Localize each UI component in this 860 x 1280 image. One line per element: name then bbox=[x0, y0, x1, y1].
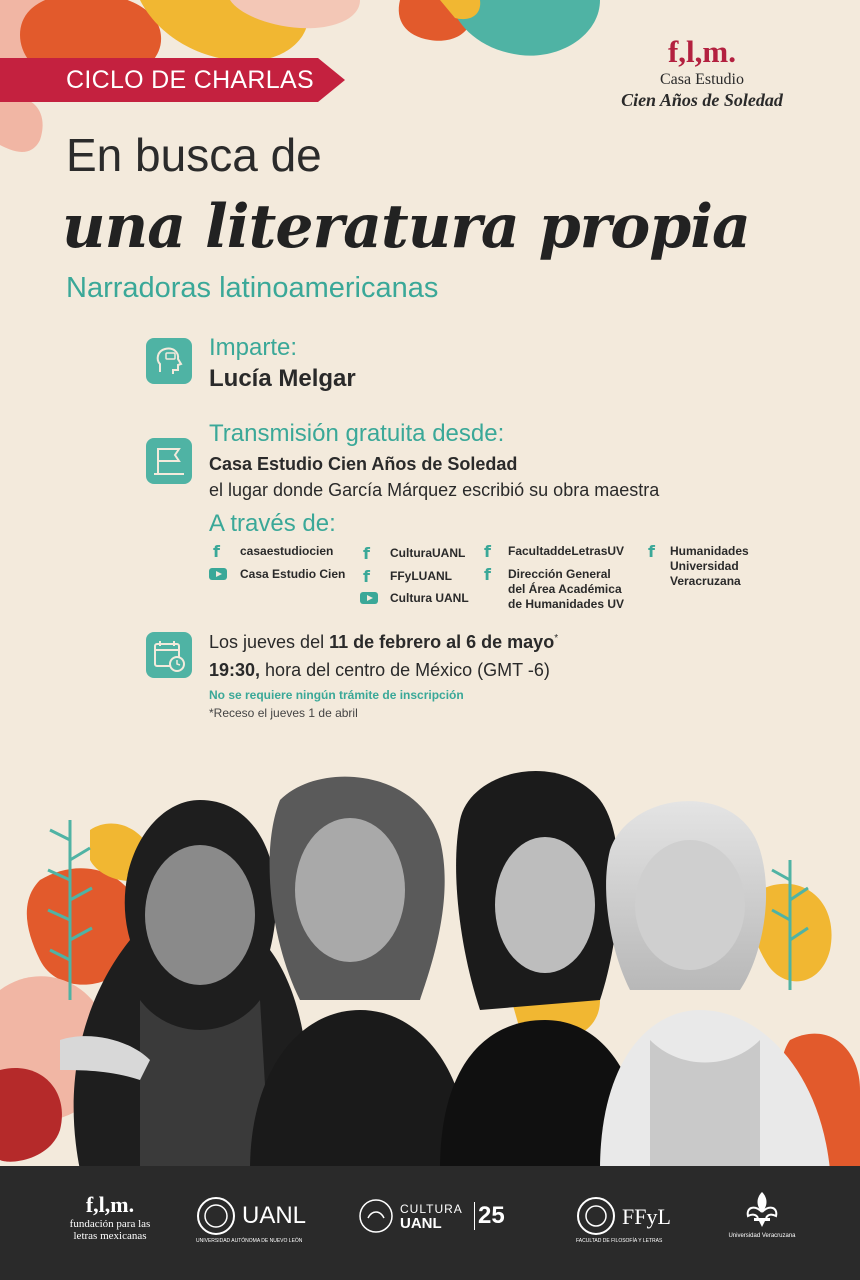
schedule-time bbox=[209, 660, 550, 681]
time-hour: 19:30, bbox=[209, 660, 261, 680]
flag-map-icon bbox=[146, 438, 192, 484]
channel-culturauanl[interactable]: CulturaUANL bbox=[390, 546, 466, 560]
cultura-text: CULTURA bbox=[400, 1202, 463, 1216]
broadcast-description: el lugar donde García Márquez escribió su obra maestra bbox=[209, 480, 660, 500]
cultura-uanl-text: UANL bbox=[400, 1215, 442, 1232]
uv-text: Universidad Veracruzana bbox=[728, 1233, 796, 1239]
channel-ffyluanl[interactable]: FFyLUANL bbox=[390, 569, 452, 583]
facebook-icon: f bbox=[648, 542, 655, 561]
registration-note: No se requiere ningún trámite de inscripción bbox=[209, 688, 464, 702]
subtitle: Narradoras latinoamericanas bbox=[66, 272, 439, 304]
cultura-25-text: 25 bbox=[478, 1202, 505, 1229]
channel-line: Humanidades bbox=[670, 544, 749, 558]
ffyl-text: FFyL bbox=[622, 1204, 671, 1229]
uanl-text: UANL bbox=[242, 1202, 307, 1229]
ffyl-logo bbox=[576, 1196, 696, 1244]
ffyl-subtext: FACULTAD DE FILOSOFÍA Y LETRAS bbox=[576, 1238, 663, 1244]
dates-range: 11 de febrero al 6 de mayo bbox=[329, 632, 555, 652]
calendar-clock-icon bbox=[146, 632, 192, 678]
channel-direccion-general-humanidades-uv[interactable] bbox=[508, 567, 624, 612]
logo-line-1: Casa Estudio bbox=[660, 71, 744, 88]
channel-humanidades-uv[interactable] bbox=[670, 544, 749, 589]
footer-flm-line1: fundación para las bbox=[69, 1218, 151, 1230]
channel-casaestudiocien[interactable]: casaestudiocien bbox=[240, 544, 334, 558]
divider bbox=[474, 1202, 475, 1230]
broadcast-place: Casa Estudio Cien Años de Soledad bbox=[209, 454, 518, 474]
sponsor-footer bbox=[0, 1166, 860, 1280]
channel-casa-estudio-cien[interactable]: Casa Estudio Cien bbox=[240, 567, 346, 581]
uanl-logo bbox=[196, 1196, 307, 1244]
uanl-seal-icon bbox=[196, 1196, 236, 1236]
channel-line: Veracruzana bbox=[670, 574, 741, 588]
cultura-seal-icon bbox=[358, 1198, 394, 1234]
logo-line-2: Cien Años de Soledad bbox=[621, 90, 783, 110]
casa-estudio-logo bbox=[612, 36, 792, 111]
footer-flm-line2: letras mexicanas bbox=[73, 1230, 147, 1242]
youtube-icon bbox=[360, 592, 378, 604]
facebook-icon: f bbox=[363, 567, 370, 586]
uv-logo bbox=[722, 1190, 802, 1239]
time-zone: hora del centro de México (GMT -6) bbox=[260, 660, 550, 680]
recess-note: *Receso el jueves 1 de abril bbox=[209, 706, 358, 720]
channel-facultaddeletrasuv[interactable]: FacultaddeLetrasUV bbox=[508, 544, 625, 558]
channel-line: Dirección General bbox=[508, 567, 611, 581]
speakers-photo-collage bbox=[0, 740, 860, 1170]
via-label: A través de: bbox=[209, 510, 336, 537]
facebook-icon: f bbox=[484, 542, 491, 561]
flm-logo-mark: f,l,m. bbox=[667, 34, 736, 69]
schedule-dates bbox=[209, 632, 558, 653]
channel-line: de Humanidades UV bbox=[508, 597, 625, 611]
title-line-1: En busca de bbox=[66, 129, 322, 181]
dates-mark: * bbox=[554, 633, 559, 644]
footer-flm-mark: f,l,m. bbox=[85, 1192, 135, 1217]
speaker-head-icon bbox=[146, 338, 192, 384]
channel-line: Universidad bbox=[670, 559, 739, 573]
ffyl-seal-icon bbox=[576, 1196, 616, 1236]
youtube-icon bbox=[209, 568, 227, 580]
facebook-icon: f bbox=[363, 544, 370, 563]
banner-label: CICLO DE CHARLAS bbox=[66, 66, 314, 94]
broadcast-label: Transmisión gratuita desde: bbox=[209, 420, 505, 447]
facebook-icon: f bbox=[484, 565, 491, 584]
portrait-4 bbox=[600, 801, 830, 1170]
uanl-subtext: UNIVERSIDAD AUTÓNOMA DE NUEVO LEÓN bbox=[196, 1238, 303, 1244]
flm-footer-logo bbox=[50, 1192, 170, 1242]
channel-line: del Área Académica bbox=[508, 582, 622, 596]
title-line-2: una literatura propia bbox=[62, 192, 750, 262]
cultura-uanl-logo bbox=[358, 1198, 518, 1239]
dates-prefix: Los jueves del bbox=[209, 632, 330, 652]
fleur-de-lis-icon bbox=[744, 1190, 780, 1228]
facebook-icon: f bbox=[213, 542, 220, 561]
channel-cultura-uanl[interactable]: Cultura UANL bbox=[390, 591, 469, 605]
speaker-label: Imparte: bbox=[209, 334, 298, 361]
speaker-name: Lucía Melgar bbox=[209, 365, 356, 392]
